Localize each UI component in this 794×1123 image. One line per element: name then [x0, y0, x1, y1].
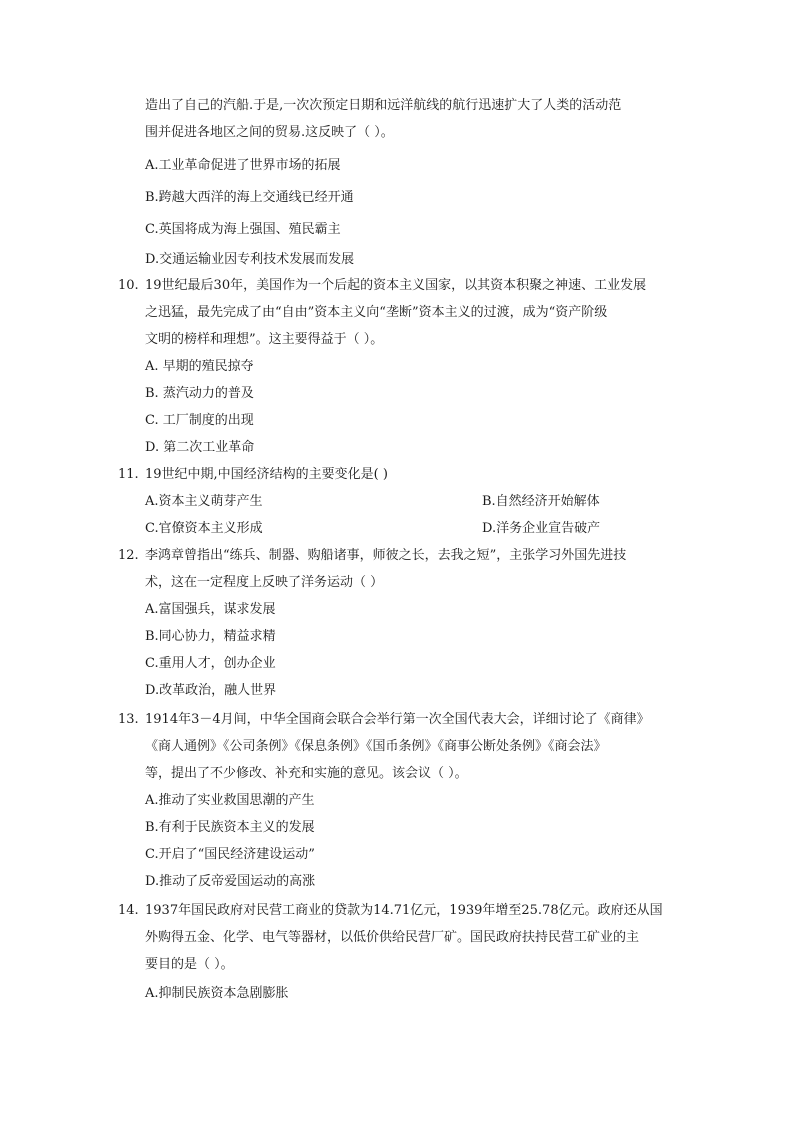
q9-stem-line-1: 造出了自己的汽船.于是,一次次预定日期和远洋航线的航行迅速扩大了人类的活动范 [145, 98, 622, 113]
q13-stem-line-1: 1914年3－4月间，中华全国商会联合会举行第一次全国代表大会，详细讨论了《商律》 [145, 712, 650, 727]
q9-option-c: C.英国将成为海上强国、殖民霸主 [145, 222, 341, 237]
q12-option-d: D.改革政治，融人世界 [145, 683, 277, 698]
q12-number: 12. [118, 548, 139, 563]
q13-stem-line-2: 《商人通例》《公司条例》《保息条例》《国币条例》《商事公断处条例》《商会法》 [145, 739, 607, 754]
q12-stem-line-1: 李鸿章曾指出“练兵、制器、购船诸事，师彼之长，去我之短”，主张学习外国先进技 [145, 548, 627, 563]
q13-number: 13. [118, 712, 139, 727]
q9-option-a: A.工业革命促进了世界市场的拓展 [145, 158, 341, 173]
q13-option-a: A.推动了实业救国思潮的产生 [145, 793, 315, 808]
q11-option-b: B.自然经济开始解体 [482, 494, 600, 509]
q11-option-d: D.洋务企业宣告破产 [482, 521, 601, 536]
q11-stem-line-1: 19世纪中期,中国经济结构的主要变化是( ) [145, 467, 388, 482]
q9-option-b: B.跨越大西洋的海上交通线已经开通 [145, 190, 354, 205]
q10-stem-line-2: 之迅猛，最先完成了由“自由”资本主义向“垄断”资本主义的过渡，成为“资产阶级 [145, 305, 608, 320]
q14-number: 14. [118, 903, 139, 918]
q14-stem-line-2: 外购得五金、化学、电气等器材，以低价供给民营厂矿。国民政府扶持民营工矿业的主 [145, 930, 640, 945]
q12-option-c: C.重用人才，创办企业 [145, 656, 276, 671]
q13-option-b: B.有利于民族资本主义的发展 [145, 820, 315, 835]
q10-stem-line-3: 文明的榜样和理想”。这主要得益于（ ）。 [145, 332, 384, 347]
q14-option-a: A.抑制民族资本急剧膨胀 [145, 986, 289, 1001]
q10-option-d: D. 第二次工业革命 [145, 440, 255, 455]
q13-option-d: D.推动了反帝爱国运动的高涨 [145, 874, 316, 889]
q10-option-b: B. 蒸汽动力的普及 [145, 386, 254, 401]
q11-option-a: A.资本主义萌芽产生 [145, 494, 263, 509]
q10-number: 10. [118, 278, 139, 293]
q9-option-d: D.交通运输业因专利技术发展而发展 [145, 252, 355, 267]
q10-option-c: C. 工厂制度的出现 [145, 413, 254, 428]
q14-stem-line-3: 要目的是（ ）。 [145, 957, 234, 972]
q12-stem-line-2: 术，这在一定程度上反映了洋务运动（ ） [145, 575, 384, 590]
q13-option-c: C.开启了“国民经济建设运动” [145, 847, 315, 862]
q10-option-a: A. 早期的殖民掠夺 [145, 359, 254, 374]
q11-option-c: C.官僚资本主义形成 [145, 521, 263, 536]
q10-stem-line-1: 19世纪最后30年，美国作为一个后起的资本主义国家，以其资本积聚之神速、工业发展 [145, 278, 647, 293]
q9-stem-line-2: 围并促进各地区之间的贸易.这反映了（ ）。 [145, 125, 394, 140]
q11-number: 11. [118, 467, 139, 482]
q13-stem-line-3: 等，提出了不少修改、补充和实施的意见。该会议（ ）。 [145, 766, 468, 781]
q12-option-a: A.富国强兵，谋求发展 [145, 602, 276, 617]
q14-stem-line-1: 1937年国民政府对民营工商业的贷款为14.71亿元，1939年增至25.78亿元。政府还从国 [145, 903, 663, 918]
q12-option-b: B.同心协力，精益求精 [145, 629, 276, 644]
